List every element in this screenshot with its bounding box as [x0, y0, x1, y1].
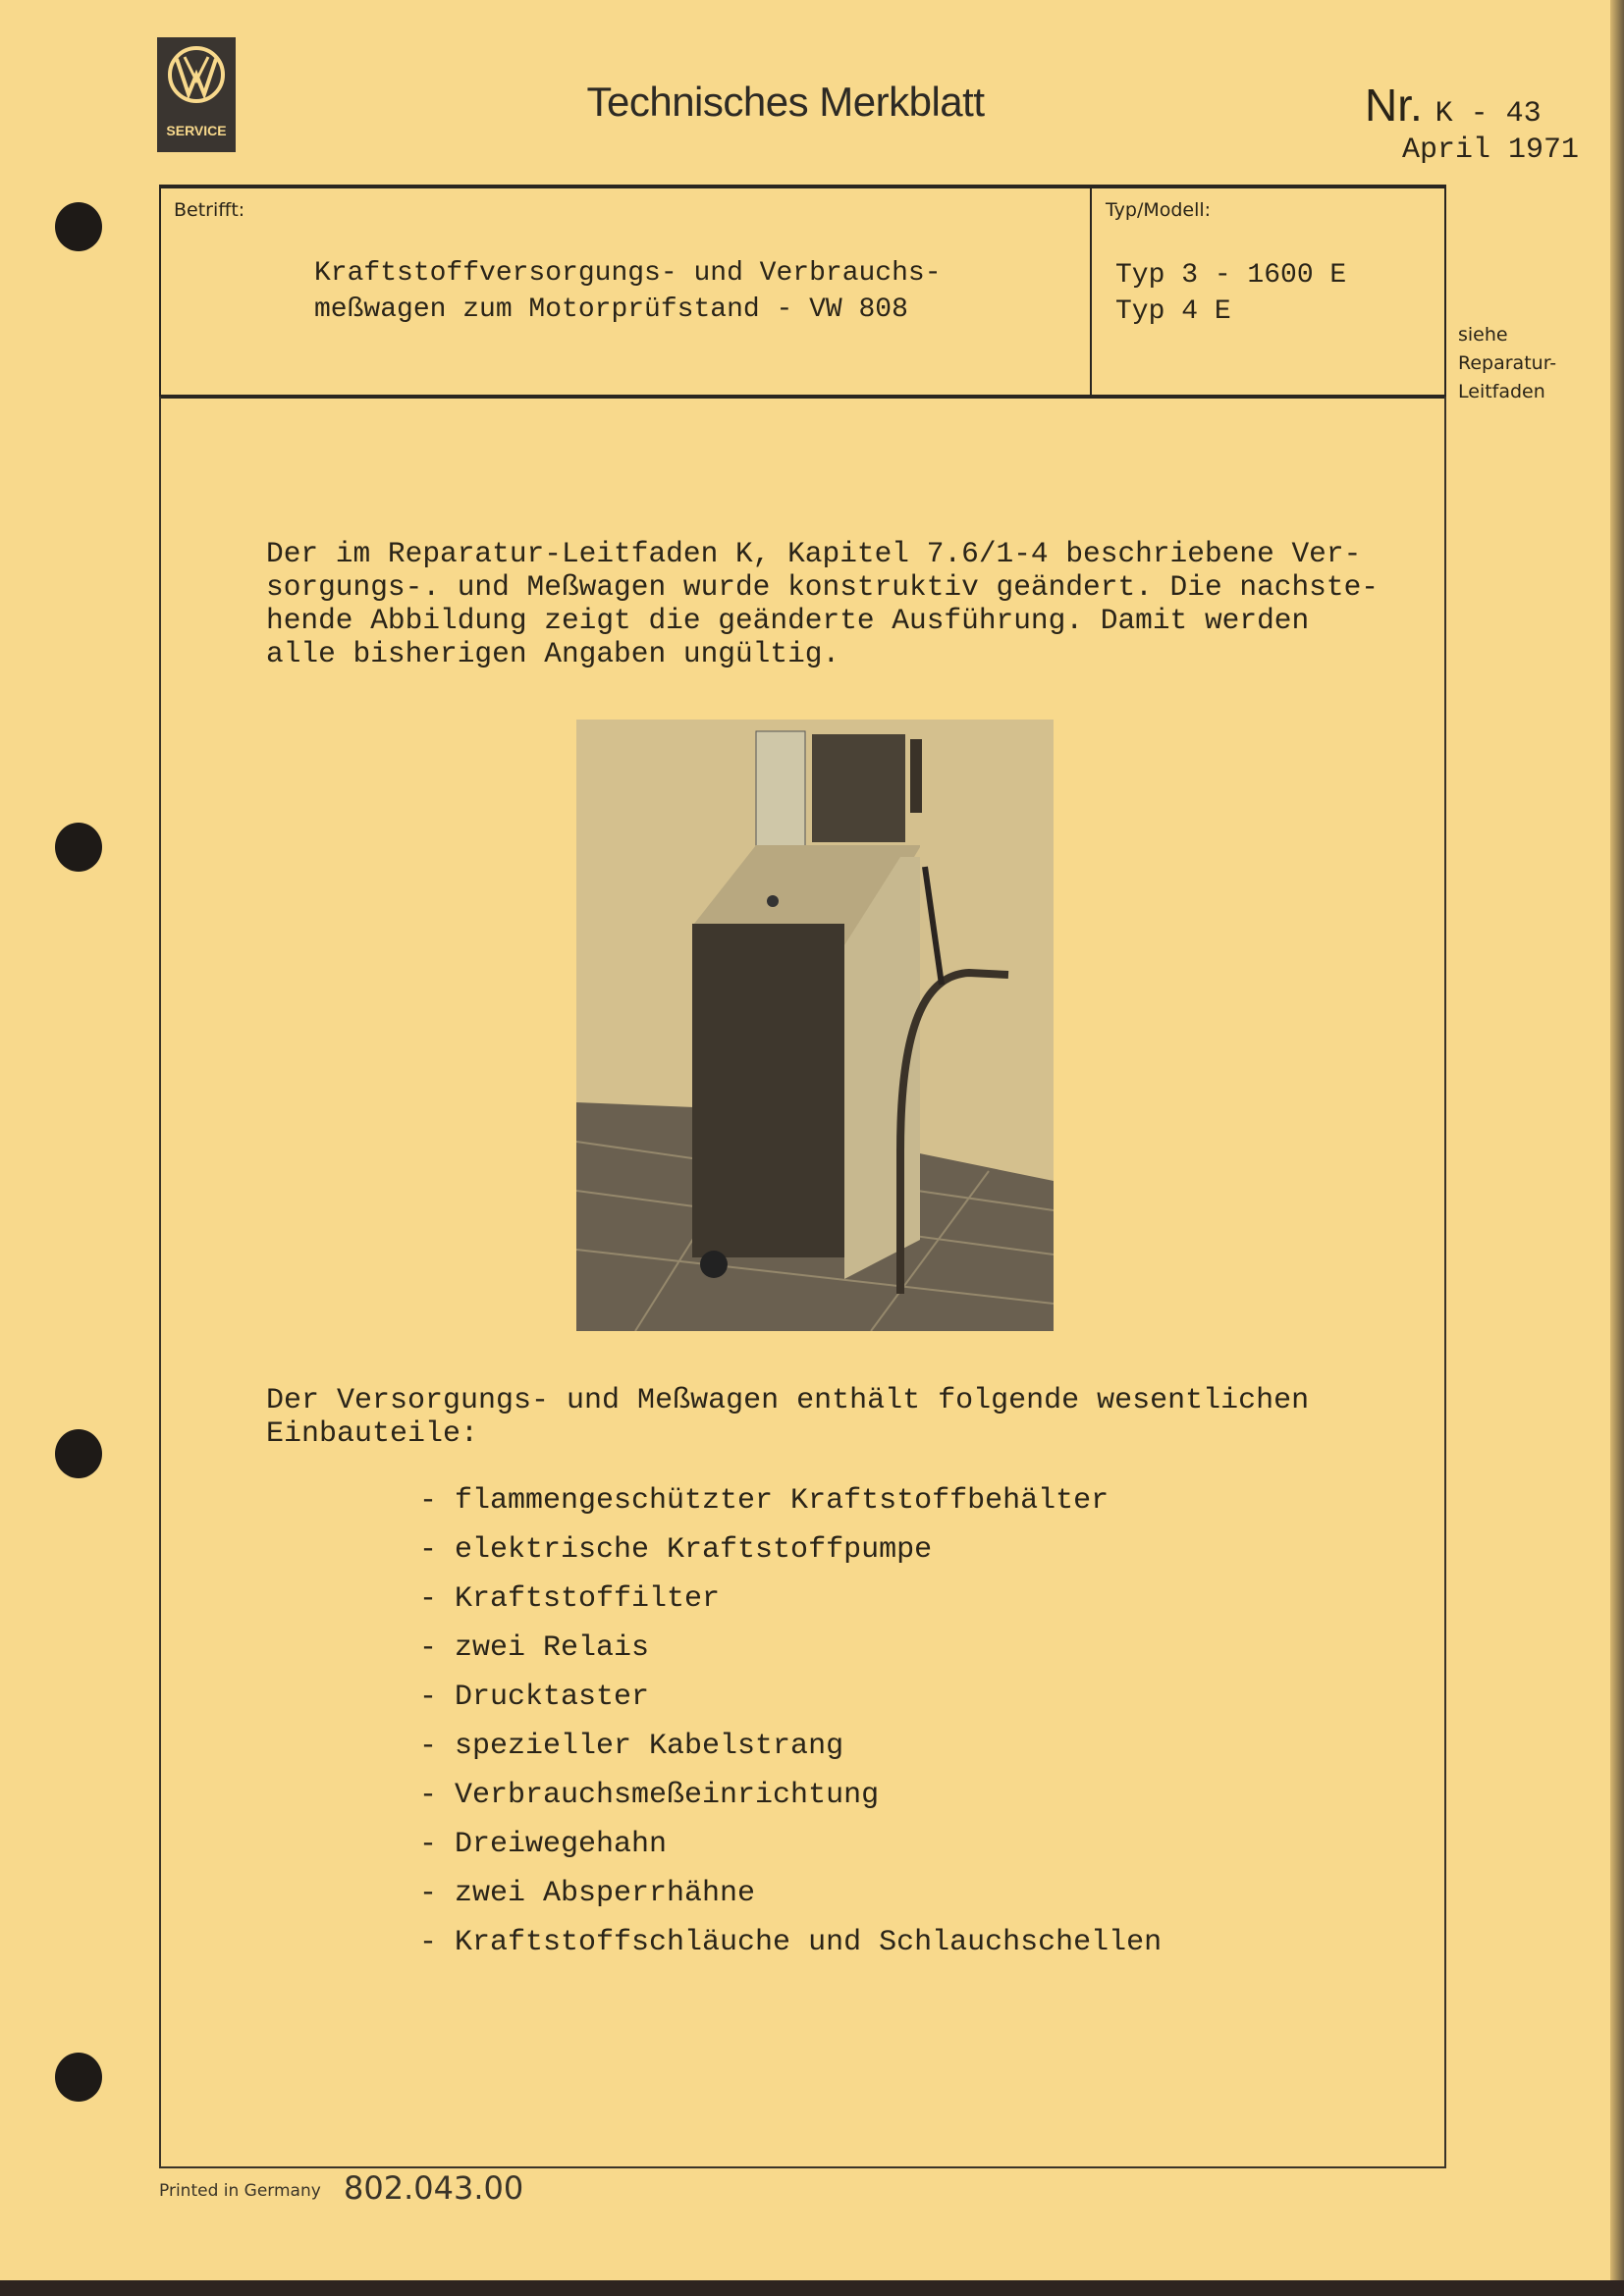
punch-hole [55, 202, 102, 251]
page-edge [1610, 0, 1624, 2296]
vw-service-logo [157, 37, 236, 152]
model-line: Typ 3 - 1600 E [1115, 260, 1347, 291]
subject-line: Kraftstoffversorgungs- und Verbrauchs- [314, 258, 942, 289]
intro-line: hende Abbildung zeigt die geänderte Ausführung. Damit werden [266, 604, 1310, 637]
parts-intro [266, 1384, 1309, 1451]
intro-line: sorgungs-. und Meßwagen wurde konstruktiv geändert. Die nachste- [266, 570, 1379, 604]
document-date: April 1971 [1402, 133, 1580, 167]
subject-line: meßwagen zum Motorprüfstand - VW 808 [314, 294, 908, 325]
model-line: Typ 4 E [1115, 296, 1231, 327]
intro-line: alle bisherigen Angaben ungültig. [266, 637, 840, 670]
parts-list-item: - Dreiwegehahn [419, 1828, 668, 1861]
side-note-line: siehe [1458, 324, 1508, 346]
punch-hole [55, 2053, 102, 2102]
printed-in-note: Printed in Germany [159, 2181, 321, 2201]
document-title: Technisches Merkblatt [586, 79, 985, 125]
model-text [1115, 257, 1346, 330]
scan-border [0, 2280, 1624, 2296]
subject-text [314, 255, 942, 328]
punch-hole [55, 823, 102, 872]
side-note-line: Reparatur- [1458, 352, 1557, 374]
print-code: 802.043.00 [344, 2169, 524, 2207]
parts-list-item: - Kraftstoffilter [419, 1582, 721, 1616]
subject-label: Betrifft: [174, 199, 245, 221]
model-label: Typ/Modell: [1106, 199, 1212, 221]
parts-list-item: - flammengeschützter Kraftstoffbehälter [419, 1484, 1110, 1518]
parts-list-item: - Kraftstoffschläuche und Schlauchschellen [419, 1926, 1163, 1959]
info-box-divider [1090, 187, 1092, 397]
intro-paragraph [266, 537, 1379, 670]
parts-list-item: - zwei Absperrhähne [419, 1877, 756, 1910]
side-note [1458, 321, 1556, 406]
parts-list-item: - spezieller Kabelstrang [419, 1730, 844, 1763]
parts-intro-line: Der Versorgungs- und Meßwagen enthält folgende wesentlichen [266, 1384, 1310, 1417]
parts-intro-line: Einbauteile: [266, 1417, 479, 1451]
parts-list-item: - Verbrauchsmeßeinrichtung [419, 1779, 880, 1812]
nr-label: Nr. [1365, 80, 1423, 131]
vw-logo-icon [157, 37, 236, 152]
svg-text:SERVICE: SERVICE [166, 123, 227, 138]
parts-list-item: - Drucktaster [419, 1681, 650, 1714]
punch-hole [55, 1429, 102, 1478]
measuring-cart-photo [576, 720, 1054, 1331]
side-note-line: Leitfaden [1458, 381, 1545, 402]
document-number [1365, 79, 1542, 132]
parts-list-item: - elektrische Kraftstoffpumpe [419, 1533, 933, 1567]
parts-list-item: - zwei Relais [419, 1631, 650, 1665]
nr-value: K - 43 [1435, 97, 1542, 131]
intro-line: Der im Reparatur-Leitfaden K, Kapitel 7.6/1-4 beschriebene Ver- [266, 537, 1362, 570]
